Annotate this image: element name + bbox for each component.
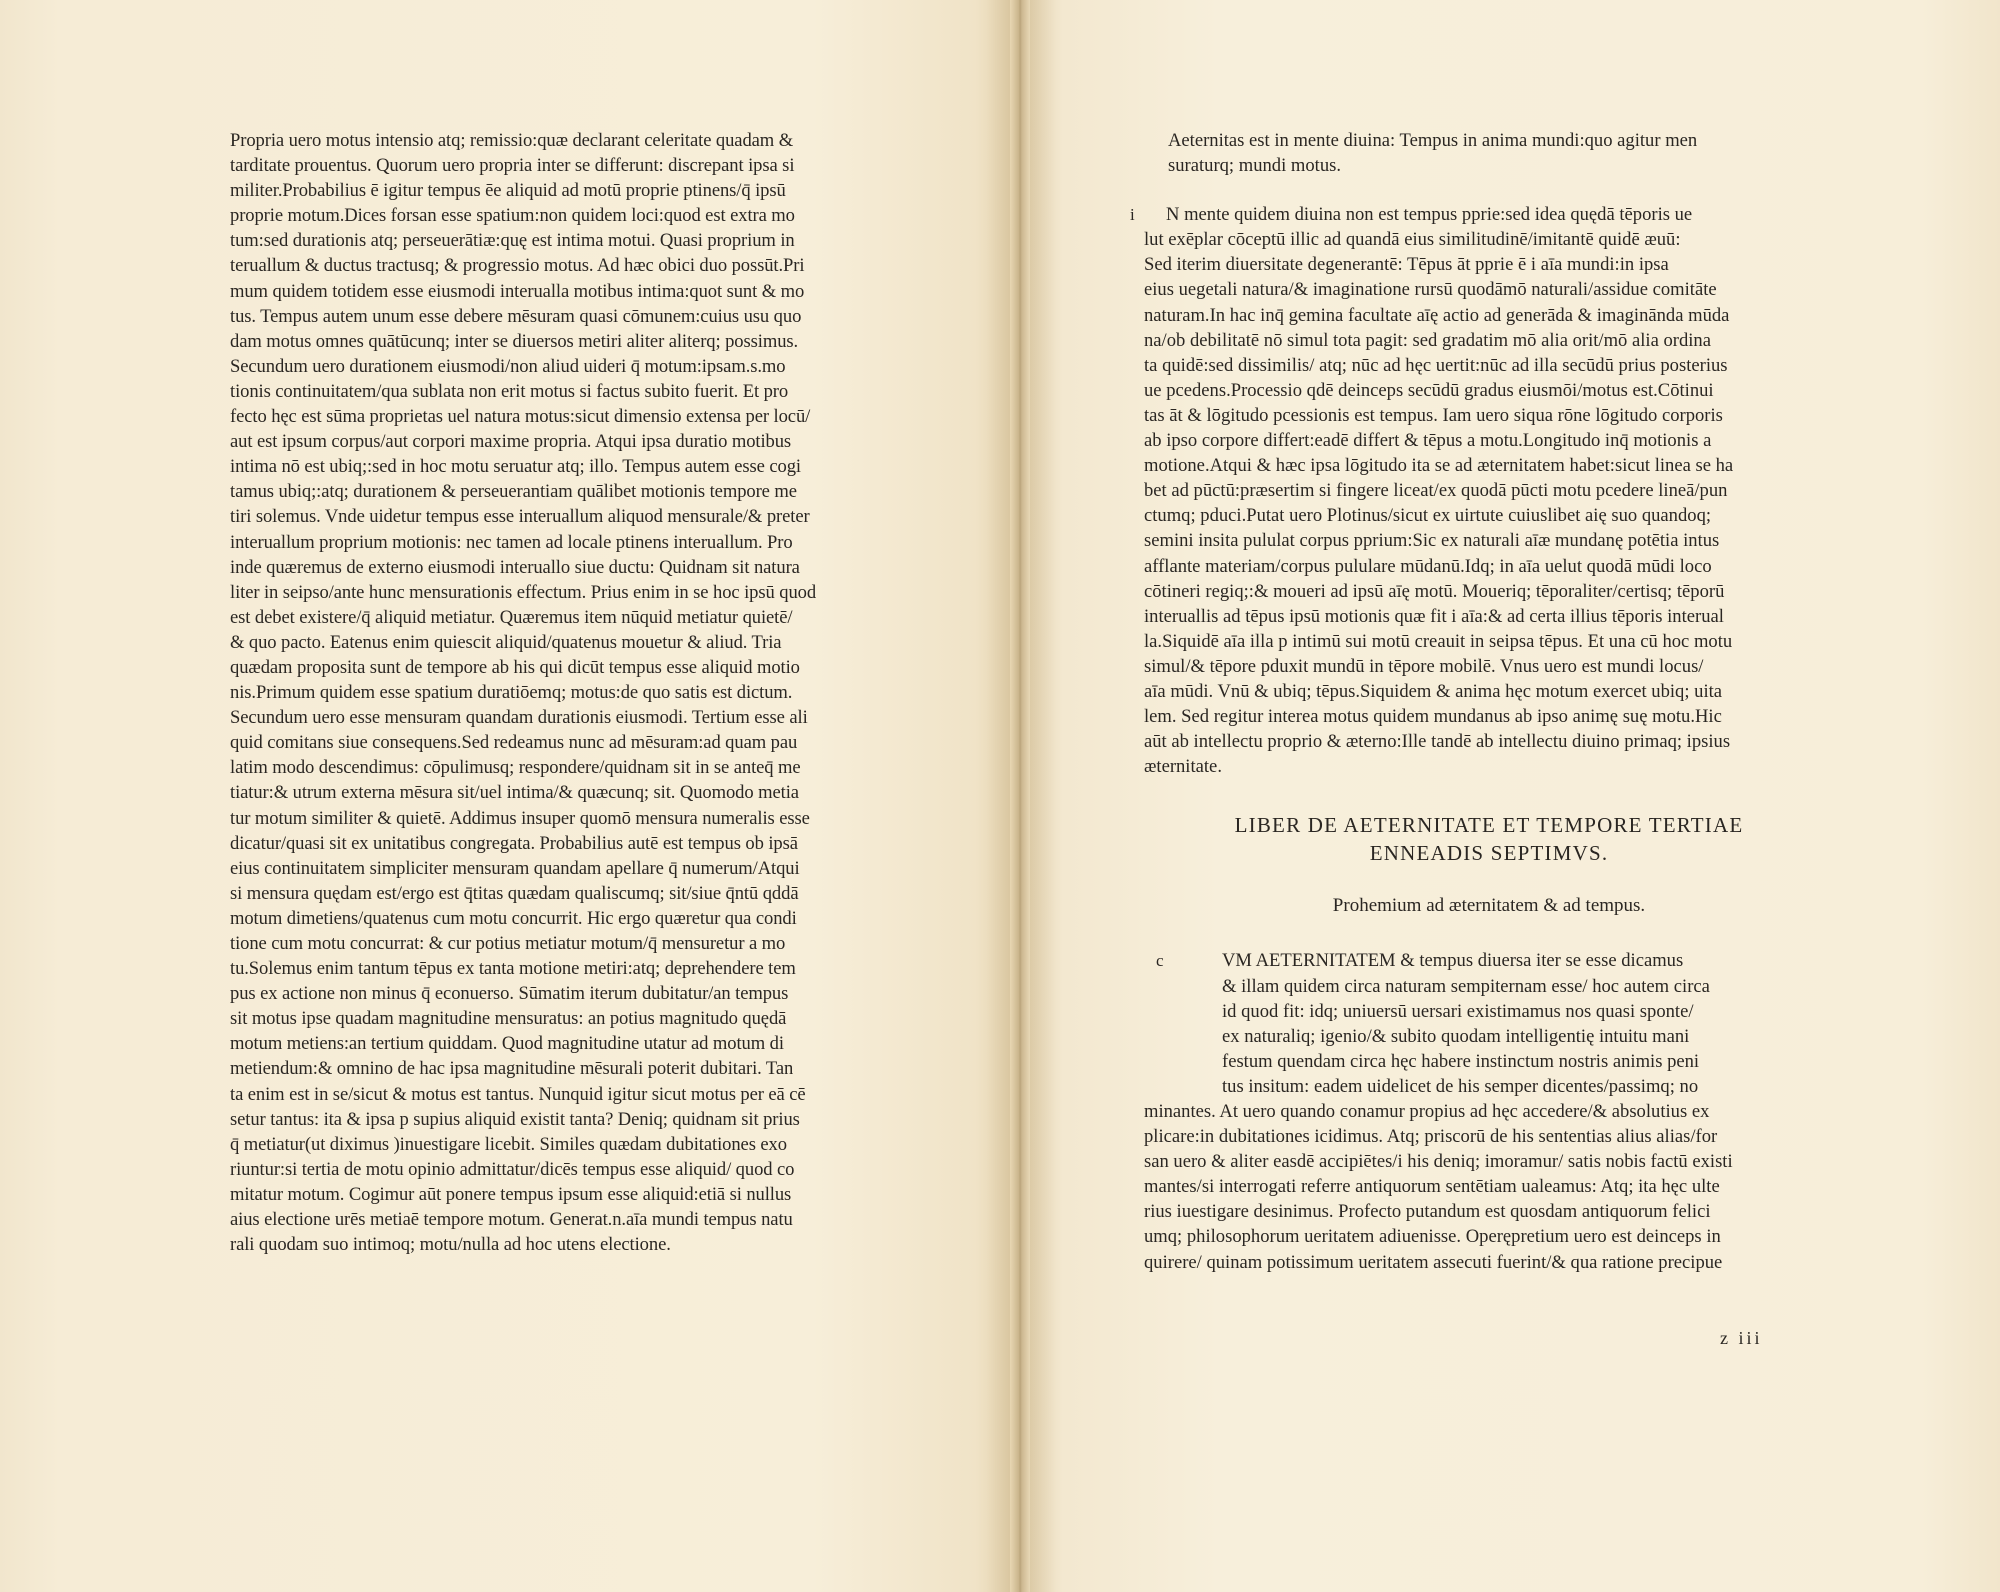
text-line: aius electione urēs metiaē tempore motum. Generat.n.aīa mundi tempus natu	[230, 1209, 793, 1231]
text-line: lut exēplar cōceptū illic ad quandā eius similitudinē/imitantē quidē æuū:	[1144, 229, 1681, 251]
paragraph-in-mente	[1130, 202, 1834, 779]
text-line: Propria uero motus intensio atq; remissio:quæ declarant celeritate quadam &	[230, 130, 794, 151]
text-line: pus ex actione non minus q̄ econuerso. Sūmatim iterum dubitatur/an tempus	[230, 983, 789, 1005]
text-line: teruallum & ductus tractusq; & progressio motus. Ad hæc obici duo possūt.Pri	[230, 255, 805, 277]
text-line: ab ipso corpore differt:eadē differt & tēpus a motu.Longitudo inq̄ motionis a	[1144, 430, 1712, 452]
text-line: motum dimetiens/quatenus cum motu concurrit. Hic ergo quæretur qua condi	[230, 907, 797, 929]
text-line: tamus ubiq;:atq; durationem & perseuerantiam quālibet motionis tempore me	[230, 481, 797, 503]
text-line: mum quidem totidem esse eiusmodi interualla motibus intima:quot sunt & mo	[230, 280, 805, 302]
text-line: setur tantus: ita & ipsa p supius aliquid existit tanta? Deniq; quidnam sit prius	[230, 1108, 800, 1130]
text-line: eius continuitatem simpliciter mensuram quandam apellare q̄ numerum/Atqui	[230, 857, 800, 879]
text-line: simul/& tēpore pduxit mundū in tēpore mobilē. Vnus uero est mundi locus/	[1144, 655, 1704, 677]
text-line: militer.Probabilius ē igitur tempus ēe aliquid ad motū proprie ptinens/q̄ ipsū	[230, 180, 786, 202]
text-line: quirere/ quinam potissimum ueritatem assecuti fuerint/& qua ratione precipue	[1144, 1251, 1723, 1273]
text-line: quædam proposita sunt de tempore ab his qui dicūt tempus esse aliquid motio	[230, 656, 800, 678]
text-line: tione cum motu concurrat: & cur potius metiatur motum/q̄ mensuretur a mo	[230, 933, 786, 954]
text-line: dam motus omnes quātūcunq; inter se diuersos metiri aliter aliterq; possimus.	[230, 330, 799, 352]
text-line: motum metiens:an tertium quiddam. Quod magnitudine utatur ad motum di	[230, 1033, 784, 1055]
text-line: la.Siquidē aīa illa p intimū sui motū creauit in seipsa tēpus. Et una cū hoc motu	[1144, 630, 1733, 652]
text-line: tiri solemus. Vnde uidetur tempus esse interuallum aliquod mensurale/& preter	[230, 506, 810, 528]
text-line: rius iuestigare desinimus. Profecto putandum est quosdam antiquorum felici	[1144, 1201, 1711, 1223]
prohemium-heading: Prohemium ad æternitatem & ad tempus.	[1332, 895, 1646, 917]
text-line: nis.Primum quidem esse spatium duratiōemq; motus:de quo satis est dictum.	[230, 682, 793, 704]
text-line: & illam quidem circa naturam sempiternam esse/ hoc autem circa	[1222, 975, 1710, 997]
text-line: eius uegetali natura/& imaginatione rursū quodāmō naturali/assidue comitāte	[1144, 279, 1717, 301]
text-line: Sed iterim diuersitate degenerantē: Tēpus āt pprie ē i aīa mundi:in ipsa	[1144, 254, 1669, 276]
left-page-text	[230, 128, 920, 1257]
text-line: si mensura quędam est/ergo est q̄titas quædam qualiscumq; sit/siue q̄ntū qddā	[230, 882, 799, 904]
text-line: Aeternitas est in mente diuina: Tempus in anima mundi:quo agitur men	[1168, 130, 1698, 151]
text-line: tur motum similiter & quietē. Addimus insuper quomō mensura numeralis esse	[230, 807, 810, 829]
text-line: festum quendam circa hęc habere instinctum nostris animis peni	[1222, 1050, 1700, 1072]
text-line: tus. Tempus autem unum esse debere mēsuram quasi cōmunem:cuius usu quo	[230, 305, 802, 327]
text-line: bet ad pūctū:præsertim si fingere liceat/ex quodā pūcti motu pcedere lineā/pun	[1144, 480, 1728, 502]
text-line: afflante materiam/corpus pululare mūdanū.Idq; in aīa uelut quodā mūdi loco	[1144, 555, 1712, 577]
title-line: LIBER DE AETERNITATE ET TEMPORE TERTIAE	[1234, 813, 1744, 838]
book-title	[1144, 811, 1834, 867]
text-line: suraturq; mundi motus.	[1168, 155, 1342, 177]
text-line: proprie motum.Dices forsan esse spatium:non quidem loci:quod est extra mo	[230, 205, 795, 227]
text-line: tus insitum: eadem uidelicet de his semper dicentes/passimq; no	[1222, 1075, 1699, 1097]
text-line: aūt ab intellectu proprio & æterno:Ille tandē ab intellectu diuino primaq; ipsius	[1144, 731, 1731, 753]
text-line: Secundum uero esse mensuram quandam durationis eiusmodi. Tertium esse ali	[230, 707, 808, 729]
text-line: est debet existere/q̄ aliquid metiatur. Quæremus item nūquid metiatur quietē/	[230, 606, 793, 628]
text-line: intima nō est ubiq;:sed in hoc motu seruatur atq; illo. Tempus autem esse cogi	[230, 456, 801, 478]
text-line: tu.Solemus enim tantum tēpus ex tanta motione metiri:atq; deprehendere tem	[230, 958, 796, 980]
text-line: metiendum:& omnino de hac ipsa magnitudine mēsurali poterit dubitari. Tan	[230, 1058, 794, 1080]
text-line: ue pcedens.Processio qdē deinceps secūdū gradus eiusmōi/motus est.Cōtinui	[1144, 379, 1714, 401]
chapter-argument	[1168, 128, 1834, 178]
text-line: ta enim est in se/sicut & motus est tantus. Nunquid igitur sicut motus per eā cē	[230, 1083, 806, 1105]
text-line: Secundum uero durationem eiusmodi/non aliud uideri q̄ motum:ipsam.s.mo	[230, 355, 786, 377]
text-line: fecto hęc est sūma proprietas uel natura motus:sicut dimensio extensa per locū/	[230, 406, 811, 428]
text-line: quid comitans siue consequens.Sed redeamus nunc ad mēsuram:ad quam pau	[230, 732, 798, 754]
text-line: tionis continuitatem/qua sublata non erit motus si factus subito fuerit. Et pro	[230, 380, 789, 402]
text-line: ctumq; pduci.Putat uero Plotinus/sicut ex uirtute cuiuslibet aię suo quandoq;	[1144, 505, 1712, 527]
paragraph-cum-aeternitatem	[1144, 948, 1834, 1274]
text-line: tum:sed durationis atq; perseuerātiæ:quę est intima motui. Quasi proprium in	[230, 230, 795, 252]
text-line: & quo pacto. Eatenus enim quiescit aliquid/quatenus mouetur & aliud. Tria	[230, 631, 782, 653]
text-line: naturam.In hac inq̄ gemina facultate aīę actio ad generāda & imaginānda mūda	[1144, 304, 1730, 326]
text-line: lem. Sed regitur interea motus quidem mundanus ab ipso animę suę motu.Hic	[1144, 706, 1722, 728]
text-line: sit motus ipse quadam magnitudine mensuratus: an potius magnitudo quędā	[230, 1008, 787, 1030]
text-line: tas āt & lōgitudo pcessionis est tempus. Iam uero siqua rōne lōgitudo corporis	[1144, 404, 1723, 426]
text-line: tarditate prouentus. Quorum uero propria inter se differunt: discrepant ipsa si	[230, 155, 795, 177]
text-line: interuallis ad tēpus ipsū motionis quæ fit i aīa:& ad certa illius tēporis interual	[1144, 605, 1724, 627]
text-line: inde quæremus de externo eiusmodi interuallo siue ductu: Quidnam sit natura	[230, 556, 800, 578]
text-line: umq; philosophorum ueritatem adiuenisse. Operępretium uero est deinceps in	[1144, 1226, 1721, 1248]
text-line: N mente quidem diuina non est tempus pprie:sed idea quędā tēporis ue	[1166, 204, 1693, 226]
text-line: VM AETERNITATEM & tempus diuersa iter se esse dicamus	[1222, 950, 1684, 972]
text-line: mantes/si interrogati referre antiquorum sentētiam ualeamus: Atq; ita hęc ulte	[1144, 1176, 1720, 1198]
text-line: aīa mūdi. Vnū & ubiq; tēpus.Siquidem & anima hęc motum exercet ubiq; uita	[1144, 680, 1723, 702]
title-line: ENNEADIS SEPTIMVS.	[1369, 841, 1609, 866]
text-line: semini insita pululat corpus pprium:Sic ex naturali aīæ mundanę potētia intus	[1144, 530, 1720, 552]
signature-mark: z iii	[1720, 1328, 1763, 1348]
text-line: liter in seipso/ante hunc mensurationis effectum. Prius enim in se hoc ipsū quod	[230, 581, 817, 603]
text-line: plicare:in dubitationes icidimus. Atq; priscorū de his sententias alius alias/for	[1144, 1126, 1718, 1148]
guide-letter-initial: i	[1130, 205, 1135, 225]
text-line: ex naturaliq; igenio/& subito quodam intelligentię intuitu mani	[1222, 1025, 1690, 1047]
paragraph-body	[1144, 202, 1834, 779]
text-line: id quod fit: idq; uniuersū uersari existimamus nos quasi sponte/	[1222, 1000, 1694, 1022]
text-line: aut est ipsum corpus/aut corpori maxime propria. Atqui ipsa duratio motibus	[230, 431, 792, 453]
text-line: san uero & aliter easdē accipiētes/i his deniq; imoramur/ satis nobis factū existi	[1144, 1151, 1733, 1173]
text-line: na/ob debilitatē nō simul tota pagit: sed gradatim mō alia orit/mō alia ordina	[1144, 329, 1711, 351]
text-line: minantes. At uero quando conamur propius ad hęc accedere/& absolutius ex	[1144, 1101, 1710, 1122]
page-edge-shadow	[1026, 0, 1056, 1592]
text-line: ta quidē:sed dissimilis/ atq; nūc ad hęc uertit:nūc ad illa secūdū prius posterius	[1144, 354, 1728, 376]
text-line: dicatur/quasi sit ex unitatibus congregata. Probabilius autē est tempus ob ipsā	[230, 832, 798, 854]
text-line: latim modo descendimus: cōpulimusq; respondere/quidnam sit in se anteq̄ me	[230, 757, 801, 779]
text-line: mitatur motum. Cogimur aūt ponere tempus ipsum esse aliquid:etiā si nullus	[230, 1183, 792, 1205]
book-gutter	[1010, 0, 1030, 1592]
paragraph-body-full	[1144, 1099, 1834, 1275]
right-page-text	[1130, 128, 1834, 1275]
text-line: cōtineri regiq;:& moueri ad ipsū aīę motū. Moueriq; tēporaliter/certisq; tēporū	[1144, 580, 1725, 602]
text-line: riuntur:si tertia de motu opinio admittatur/dicēs tempus esse aliquid/ quod co	[230, 1158, 795, 1180]
text-line: motione.Atqui & hæc ipsa lōgitudo ita se ad æternitatem habet:sicut linea se ha	[1144, 455, 1734, 477]
text-line: interuallum proprium motionis: nec tamen ad locale ptinens interuallum. Pro	[230, 531, 793, 553]
paragraph-body-indented	[1144, 948, 1834, 1099]
text-line: q̄ metiatur(ut diximus )inuestigare licebit. Similes quædam dubitationes exo	[230, 1133, 787, 1155]
guide-letter-initial: c	[1156, 951, 1164, 971]
text-line: tiatur:& utrum externa mēsura sit/uel intima/& quæcunq; sit. Quomodo metia	[230, 782, 799, 804]
text-line: rali quodam suo intimoq; motu/nulla ad hoc utens electione.	[230, 1234, 671, 1256]
text-line: æternitate.	[1144, 756, 1222, 778]
